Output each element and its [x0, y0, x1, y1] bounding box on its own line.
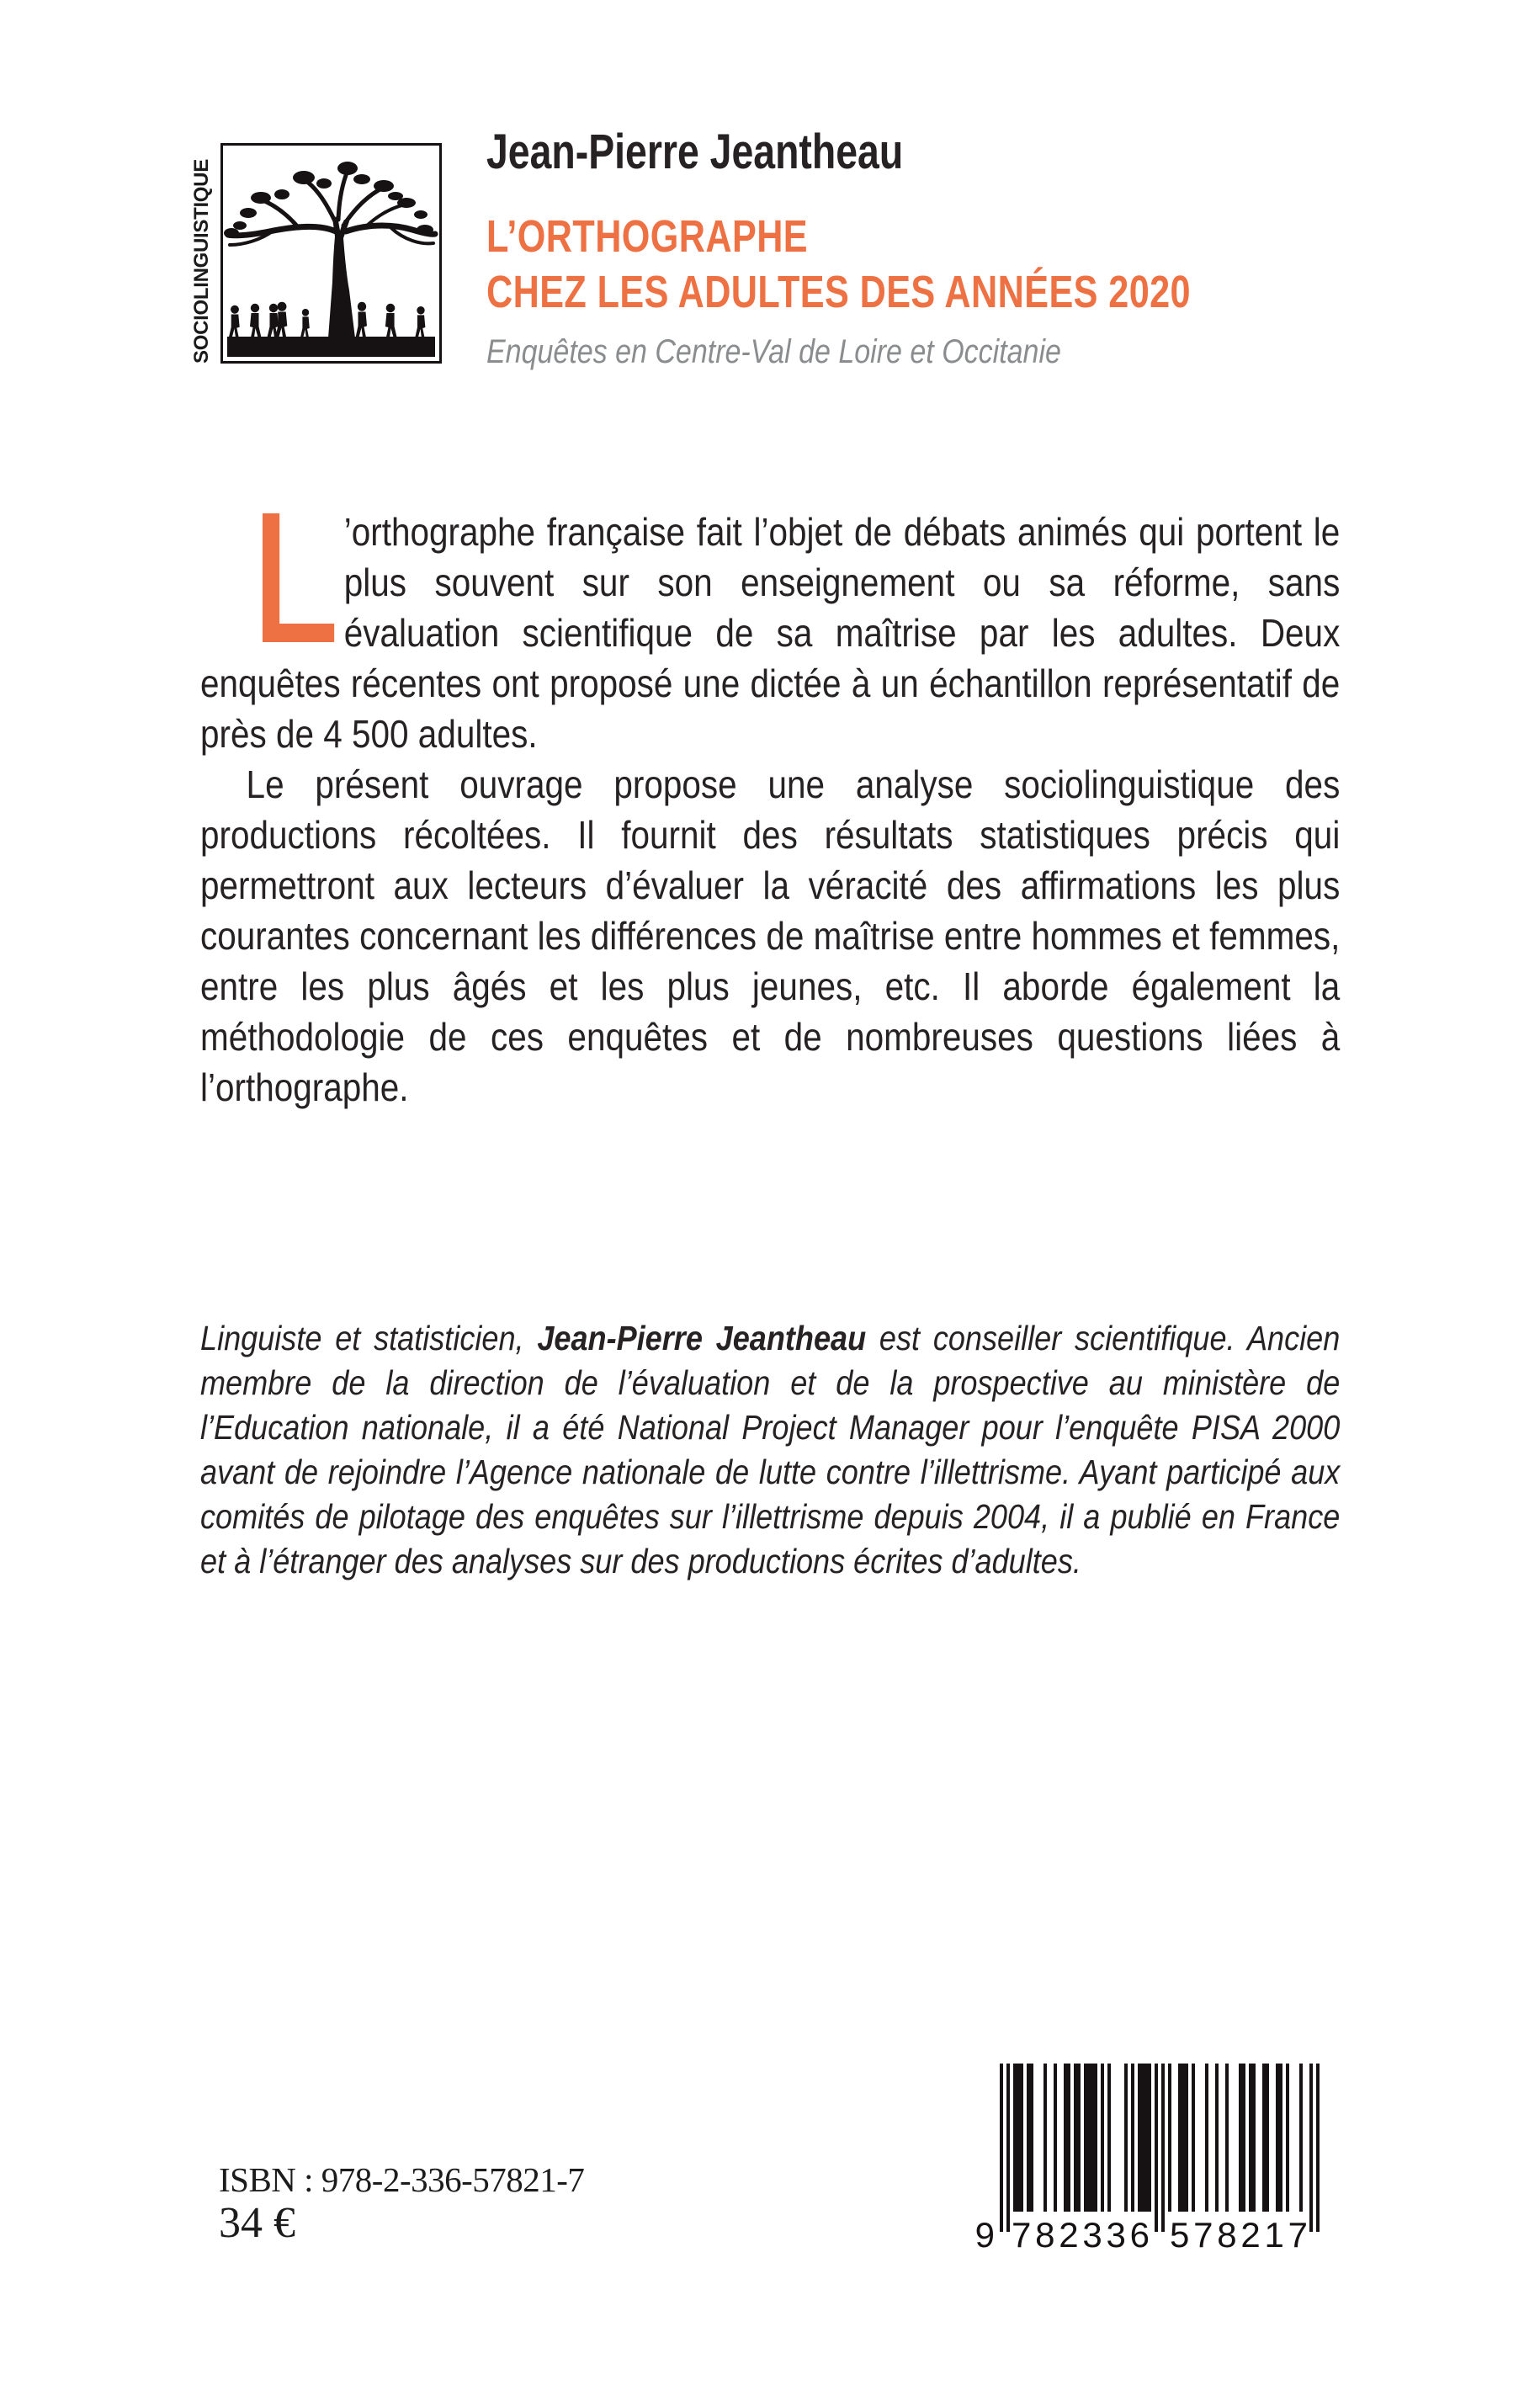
book-title-line2: CHEZ LES ADULTES DES ANNÉES 2020 — [486, 267, 1191, 317]
barcode-digits-left: 7 8 2 3 3 6 — [1012, 2215, 1150, 2255]
barcode-digits-right: 5 7 8 2 1 7 — [1170, 2215, 1308, 2255]
author-name: Jean-Pierre Jeantheau — [486, 125, 904, 179]
synopsis-paragraph-2: Le présent ouvrage propose une analyse sociolinguistique des productions récoltées. Il fournit des résultats statistiques précis qui permettront aux lecteurs d’évaluer la véracité des affirmations les plus courantes concernant les différences de maîtrise entre hommes et femmes, entre les plus âgés et les plus jeunes, etc. Il aborde également la méthodologie de ces enquêtes et de nombreuses questions liées à l’orthographe. — [200, 762, 1341, 1109]
people-silhouettes — [229, 302, 426, 337]
tree-and-people-illustration — [223, 146, 439, 361]
ean13-barcode — [974, 2064, 1320, 2257]
collection-label: SOCIOLINGUISTIQUE — [190, 159, 213, 364]
bio-text-end: est conseiller scientifique. Ancien membre de la direction de l’évaluation et de la prospective au ministère de l’Education nationale, il a été National Project Manager pour l’enquête PISA 2000 avant de rejoindre l’Agence nationale de lutte contre l’illettrisme. Ayant participé aux comités de pilotage des enquêtes sur l’illettrisme depuis 2004, il a publié en France et à l’étranger des analyses sur des productions écrites d’adultes. — [200, 1319, 1341, 1580]
synopsis-paragraph-1 — [200, 507, 1340, 759]
dropcap-letter — [263, 513, 334, 648]
price-label: 34 € — [219, 2199, 295, 2247]
book-title-line1: L’ORTHOGRAPHE — [486, 211, 809, 262]
bio-author-name-bold: Jean-Pierre Jeantheau — [537, 1319, 867, 1357]
author-bio — [200, 1316, 1340, 1584]
bio-text-start: Linguiste et statisticien, — [200, 1319, 538, 1357]
synopsis — [200, 507, 1340, 1113]
book-subtitle: Enquêtes en Centre-Val de Loire et Occitanie — [486, 333, 1061, 370]
isbn-label: ISBN : 978-2-336-57821-7 — [219, 2160, 585, 2199]
barcode-digit-first: 9 — [974, 2215, 995, 2255]
book-title — [486, 209, 1191, 320]
author-bio-text — [200, 1316, 1340, 1584]
synopsis-paragraph-1-text: ’orthographe française fait l’objet de débats animés qui portent le plus souvent sur son enseignement ou sa réforme, sans évaluation scientifique de sa maîtrise par les adultes. Deux enquêtes récentes ont proposé une dictée à un échantillon représentatif de près de 4 500 adultes. — [200, 510, 1341, 756]
publisher-logo — [220, 143, 442, 364]
